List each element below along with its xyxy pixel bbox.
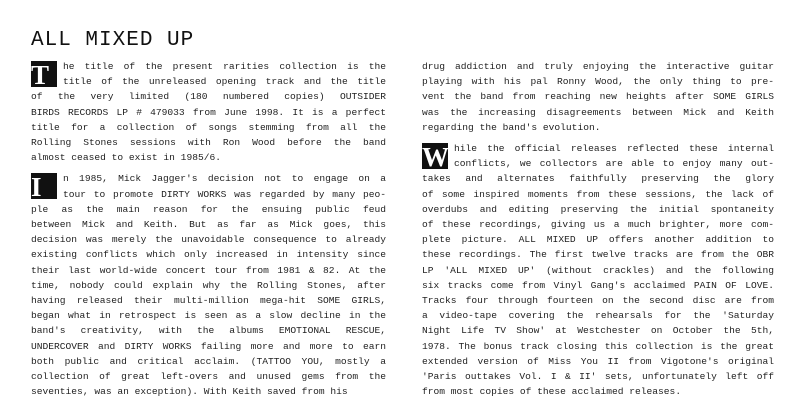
text-line: regarding the band's evolution. bbox=[422, 121, 601, 133]
text-line: takes and alternates faithfully preserving the glory bbox=[422, 173, 774, 185]
paragraph bbox=[422, 141, 774, 399]
text-line: title of the unreleased opening track and the title bbox=[63, 76, 386, 88]
text-line: plete picture. ALL MIXED UP offers another addition to bbox=[422, 234, 774, 246]
text-line: their last world-wide concert tour from 1981 & 82. At the bbox=[31, 264, 386, 276]
paragraph bbox=[31, 59, 386, 165]
drop-cap: W bbox=[422, 142, 449, 173]
text-line: time, nobody could explain why the Rolling Stones, after bbox=[31, 279, 386, 291]
text-line: of the very limited (180 numbered copies) OUTSIDER bbox=[31, 91, 386, 103]
text-line: Rolling Stones sessions with Ron Wood before the band bbox=[31, 137, 386, 149]
text-line: began what in retrospect is seen as a slow decline in the bbox=[31, 310, 386, 322]
text-line: these recordings. The first twelve tracks are from the OBR bbox=[422, 249, 774, 261]
text-line: overdubs and editing preserving the initial spontaneity bbox=[422, 203, 774, 215]
text-line: extended version of Miss You II from Vigotone's original bbox=[422, 355, 774, 367]
text-line: a video-tape covering the rehearsals for the 'Saturday bbox=[422, 310, 774, 322]
text-line: vent the band from reaching new heights after SOME GIRLS bbox=[422, 91, 774, 103]
text-line: BIRDS RECORDS LP # 479033 from June 1998. It is a perfect bbox=[31, 106, 386, 118]
page-title: ALL MIXED UP bbox=[31, 29, 195, 52]
text-line: from most copies of these acclaimed releases. bbox=[422, 386, 682, 398]
left-column bbox=[31, 59, 386, 405]
text-line: he title of the present rarities collection is the bbox=[63, 61, 386, 72]
text-line: band's creativity, with the albums EMOTIONAL RESCUE, bbox=[31, 325, 386, 337]
text-line: seventies, was an exception). With Keith saved from his bbox=[31, 386, 348, 398]
text-line: existing conflicts which only increased in intensity since bbox=[31, 249, 386, 261]
drop-cap: T bbox=[31, 61, 57, 87]
text-line: almost ceased to exist in 1985/6. bbox=[31, 152, 221, 164]
text-line: both public and critical acclaim. (TATTOO YOU, mostly a bbox=[31, 355, 386, 367]
text-line: n 1985, Mick Jagger's decision not to engage on a bbox=[63, 173, 386, 185]
text-line: was the increasing disagreements between Mick and Keith bbox=[422, 106, 774, 118]
text-line: of some inspired moments from these sessions, the lack of bbox=[422, 188, 774, 200]
text-line: playing with his pal Ronny Wood, the only thing to pre- bbox=[422, 76, 774, 88]
drop-cap: I bbox=[31, 173, 57, 199]
text-line: title for a collection of songs stemming from all the bbox=[31, 121, 386, 133]
text-line: of these recordings, giving us a much brighter, more com- bbox=[422, 219, 774, 231]
text-line: ple as the main reason for the ensuing public feud bbox=[31, 203, 386, 215]
text-line: UNDERCOVER and DIRTY WORKS failing more and more to earn bbox=[31, 340, 386, 352]
text-line: six tracks come from Vinyl Gang's acclaimed PAIN OF LOVE. bbox=[422, 279, 774, 291]
text-line: Night Life TV Show' at Westchester on October the 5th, bbox=[422, 325, 774, 337]
paragraph bbox=[422, 59, 774, 135]
text-line: Tracks four through fourteen on the second disc are from bbox=[422, 295, 774, 307]
paragraph bbox=[31, 171, 386, 399]
text-line: conflicts, we collectors are able to enjoy many out- bbox=[454, 158, 774, 170]
text-line: 1978. The bonus track closing this collection is the great bbox=[422, 340, 774, 352]
text-line: tour to promote DIRTY WORKS was regarded by many peo- bbox=[63, 188, 386, 200]
text-line: hile the official releases reflected these internal bbox=[454, 143, 774, 155]
text-line: collection of great left-overs and unused gems from the bbox=[31, 371, 386, 383]
text-line: having released their multi-million mega-hit SOME GIRLS, bbox=[31, 295, 386, 307]
text-line: between Mick and Keith. But as far as Mick goes, this bbox=[31, 219, 386, 231]
text-line: 'Paris outtakes Vol. I & II' sets, unfortunately left off bbox=[422, 371, 774, 383]
right-column bbox=[422, 59, 774, 405]
text-line: LP 'ALL MIXED UP' (without crackles) and the following bbox=[422, 264, 774, 276]
text-line: drug addiction and truly enjoying the interactive guitar bbox=[422, 61, 774, 72]
text-line: decision was merely the unavoidable consequence to already bbox=[31, 234, 386, 246]
